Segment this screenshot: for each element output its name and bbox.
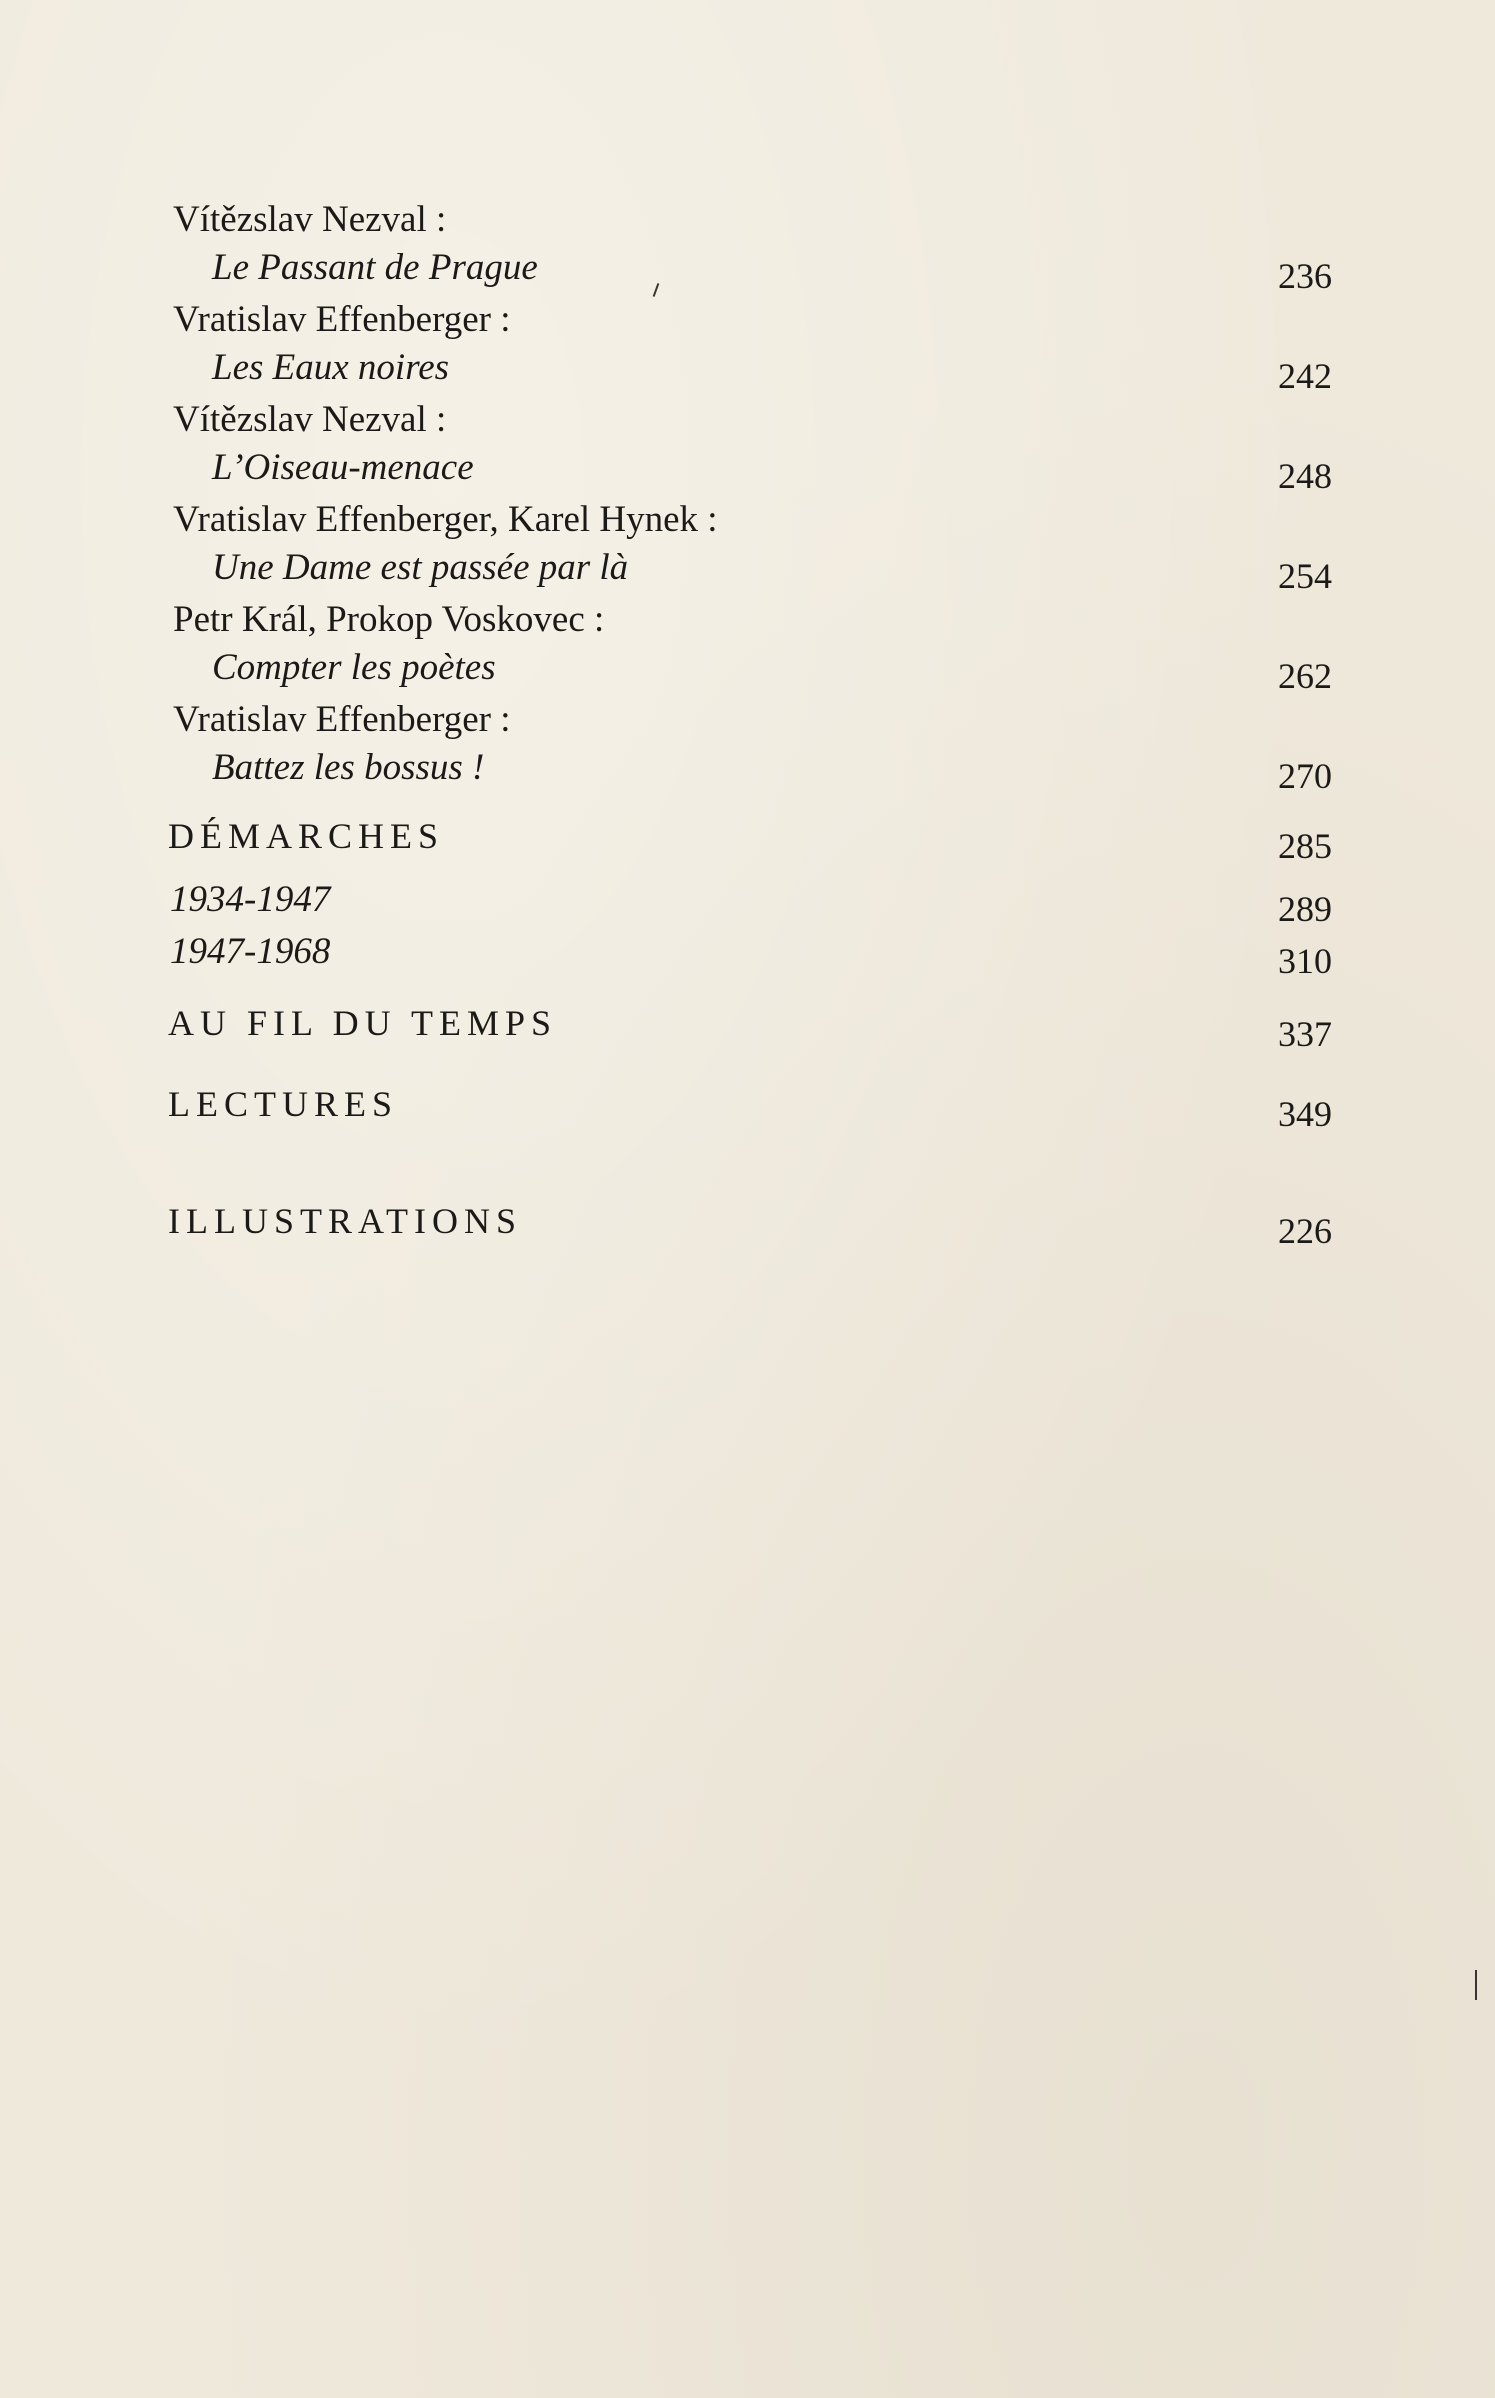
section-page-lectures: 349 [1278, 1094, 1332, 1134]
toc-entry-author: Vratislav Effenberger : [173, 699, 511, 740]
toc-entry-title: Une Dame est passée par là [212, 547, 629, 588]
toc-entry-page: 248 [1278, 456, 1332, 496]
toc-entry-page: 236 [1278, 256, 1332, 296]
section-heading-demarches: DÉMARCHES [168, 816, 445, 856]
toc-entry-page: 262 [1278, 656, 1332, 696]
section-heading-illustrations: ILLUSTRATIONS [168, 1201, 522, 1241]
toc-entry-author: Vratislav Effenberger, Karel Hynek : [173, 499, 718, 540]
paper-speck [653, 283, 660, 297]
toc-entry-title: Battez les bossus ! [212, 747, 485, 788]
toc-entry-author: Petr Král, Prokop Voskovec : [173, 599, 605, 640]
section-heading-lectures: LECTURES [168, 1084, 399, 1124]
toc-entry-page: 254 [1278, 556, 1332, 596]
period-page: 289 [1278, 889, 1332, 929]
period-heading: 1947-1968 [170, 931, 331, 972]
section-heading-fil-du-temps: AU FIL DU TEMPS [168, 1003, 558, 1043]
toc-entry-author: Vratislav Effenberger : [173, 299, 511, 340]
toc-entry-title: L’Oiseau-menace [212, 447, 474, 488]
toc-entry-page: 242 [1278, 356, 1332, 396]
period-heading: 1934-1947 [170, 879, 331, 920]
section-page-illustrations: 226 [1278, 1211, 1332, 1251]
section-page-demarches: 285 [1278, 826, 1332, 866]
period-page: 310 [1278, 941, 1332, 981]
paper-speck [1475, 1970, 1477, 2000]
toc-entry-author: Vítězslav Nezval : [173, 199, 447, 240]
toc-entry-title: Le Passant de Prague [212, 247, 538, 288]
toc-entry-author: Vítězslav Nezval : [173, 399, 447, 440]
toc-entry-title: Compter les poètes [212, 647, 496, 688]
toc-entry-title: Les Eaux noires [212, 347, 450, 388]
toc-entry-page: 270 [1278, 756, 1332, 796]
section-page-fil-du-temps: 337 [1278, 1014, 1332, 1054]
